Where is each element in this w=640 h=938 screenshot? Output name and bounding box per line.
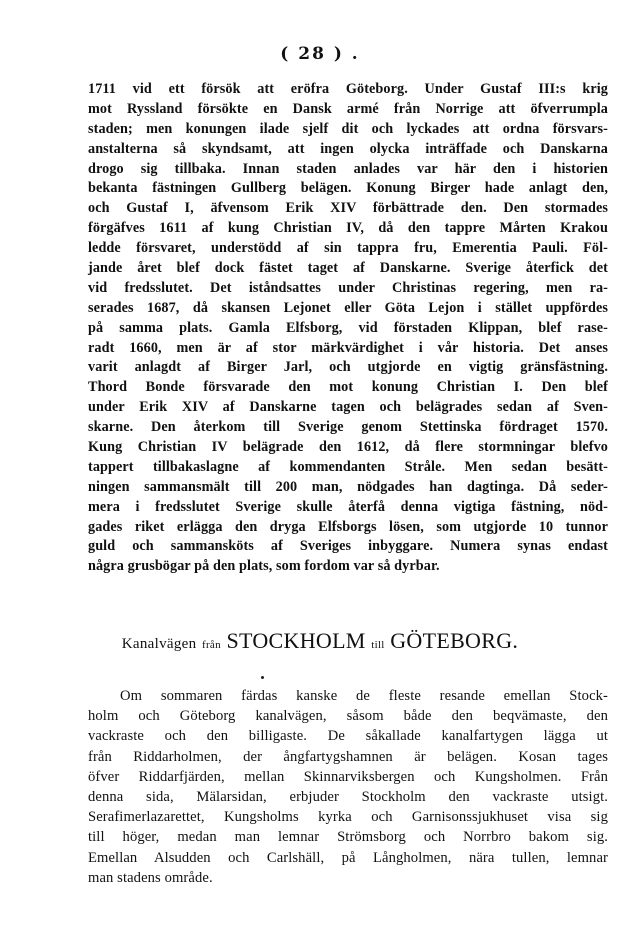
page-number: ( 28 ) . (280, 44, 360, 64)
text-line: jande året blef dock fästet taget af Danskarne. Sverige återfick det (88, 260, 608, 277)
text-line: bekanta fästningen Gullberg belägen. Konung Birger hade anlagt den, (88, 180, 608, 197)
text-line: drogo sig tillbaka. Innan staden anlades var här den i historien (88, 160, 608, 177)
heading-word: STOCKHOLM (226, 628, 366, 653)
paragraph-canal-route (88, 686, 608, 888)
text-line: radt 1660, men är af stor märkvärdighet i vår historia. Det anses (88, 339, 608, 356)
text-line: Kung Christian IV belägrade den 1612, då flere stormningar blefvo (88, 439, 608, 456)
text-line: under Erik XIV af Danskarne tagen och belägrades sedan af Sven- (88, 399, 608, 416)
text-line: mot Ryssland försökte en Dansk armé från Norrige att öfverrumpla (88, 100, 608, 117)
text-line: anstalterna så skyndsamt, att ingen olycka inträffade och Danskarna (88, 140, 608, 157)
text-line: Emellan Alsudden och Carlshäll, på Långholmen, nära tullen, lemnar (88, 849, 608, 866)
text-line: på samma plats. Gamla Elfsborg, vid förstaden Klippan, blef rase- (88, 319, 608, 336)
text-line: serades 1687, då skansen Lejonet eller Göta Lejon i stället uppfördes (88, 299, 608, 316)
heading-word: från (201, 639, 221, 651)
paragraph-gothenburg-history (88, 80, 608, 577)
text-line: denna sida, Mälarsidan, erbjuder Stockholm den vackraste utsigt. (88, 788, 608, 805)
text-line: ningen sammansmält till 200 man, nödgades han dagtinga. Då seder- (88, 478, 608, 495)
text-line: några grusbögar på den plats, som fordom var så dyrbar. (88, 558, 440, 575)
heading-word: GÖTEBORG. (390, 628, 519, 653)
text-line: och Gustaf I, äfvensom Erik XIV förbättrade den. Den stormades (88, 200, 608, 217)
text-line: vackraste och den billigaste. De såkallade kanalfartygen lägga ut (88, 728, 608, 745)
text-line: mera i fredsslutet Sverige skulle återfå denna vigtiga fästning, nöd- (88, 498, 608, 515)
text-line: skarne. Den återkom till Sverige genom Stettinska fördraget 1570. (88, 419, 608, 436)
text-line: staden; men konungen ilade sjelf dit och lyckades att ordna försvars- (88, 120, 608, 137)
text-line: öfver Riddarfjärden, mellan Skinnarviksbergen och Kungsholmen. Från (88, 768, 608, 785)
text-line: tappert tillbakaslagne af kommendanten Stråle. Men sedan besätt- (88, 458, 608, 475)
text-line: vid fredsslutet. Det iståndsattes under Christinas regering, men ra- (88, 279, 608, 296)
section-heading (0, 628, 640, 654)
text-line: guld och sammansköts af Sveriges inbyggare. Numera synas endast (88, 538, 608, 555)
ink-speck (261, 676, 264, 679)
text-line: 1711 vid ett försök att eröfra Göteborg. Under Gustaf III:s krig (88, 81, 608, 97)
text-line: man stadens område. (88, 869, 213, 886)
text-line: Thord Bonde försvarade den mot konung Christian I. Den blef (88, 379, 608, 396)
text-line: holm och Göteborg kanalvägen, såsom både den beqvämaste, den (88, 708, 608, 725)
text-line: från Riddarholmen, der ångfartygshamnen är belägen. Kosan tages (88, 748, 608, 765)
heading-word: Kanalvägen (121, 636, 197, 652)
text-line: förgäfves 1611 af kung Christian IV, då den tappre Mårten Krakou (88, 220, 608, 237)
text-line: Serafimerlazarettet, Kungsholms kyrka och Garnisonssjukhuset visa sig (88, 809, 608, 826)
text-line: ledde försvaret, understödd af sin tappra fru, Emerentia Pauli. Föl- (88, 240, 608, 257)
text-line: Om sommaren färdas kanske de fleste resande emellan Stock- (120, 688, 608, 704)
heading-word: till (371, 639, 385, 651)
text-line: gades riket erlägga den dryga Elfsborgs lösen, som utgjorde 10 tunnor (88, 518, 608, 535)
text-line: varit anlagdt af Birger Jarl, och utgjorde en vigtig gränsfästning. (88, 359, 608, 376)
text-line: till höger, medan man lemnar Strömsborg och Norrbro bakom sig. (88, 829, 608, 846)
